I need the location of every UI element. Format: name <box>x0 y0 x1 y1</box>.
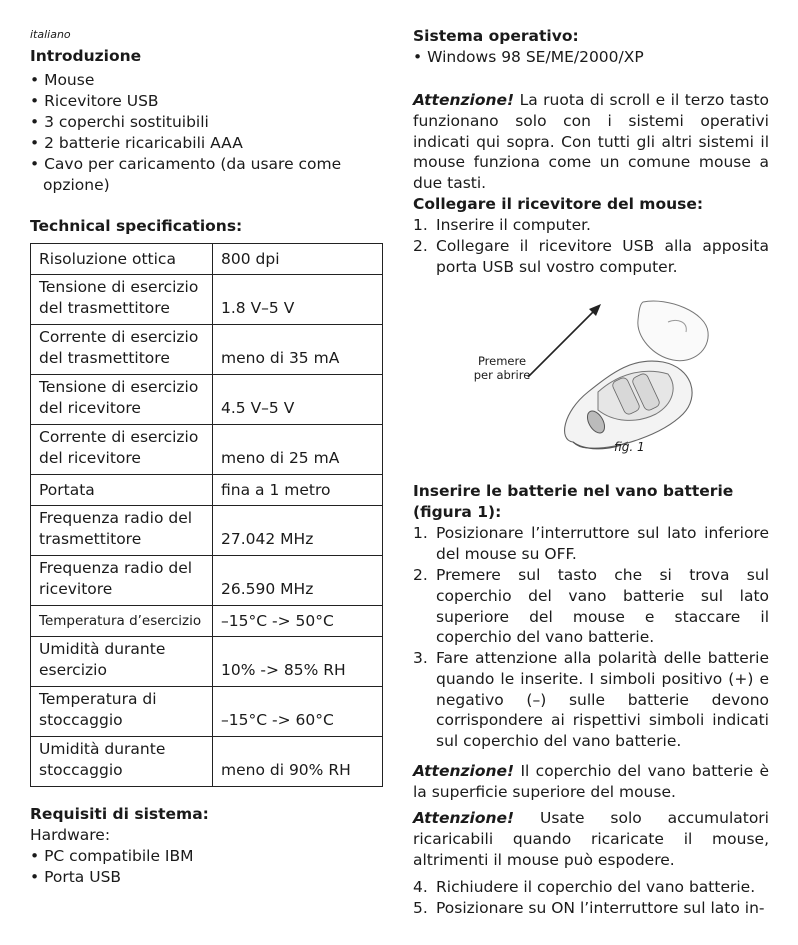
warning-label: Attenzione! <box>413 91 515 109</box>
spec-label-cell <box>31 325 213 375</box>
spec-value-cell: meno di 90% RH <box>213 737 383 787</box>
table-row <box>31 506 383 556</box>
spec-value-cell: 27.042 MHz <box>213 506 383 556</box>
spec-label-cell <box>31 606 213 637</box>
requirements-heading: Requisiti di sistema: <box>30 805 209 823</box>
spec-label-line: del ricevitore <box>39 399 141 417</box>
warning-paragraph-2 <box>413 761 769 803</box>
spec-value-cell: fina a 1 metro <box>213 475 383 506</box>
warning-text: La ruota di scroll e il terzo tasto funzionano solo con i sistemi operativi indicati qui sopra. Con tutti gli altri sistemi il mouse funziona come un comune mouse a due tasti. <box>413 91 769 193</box>
warning-label: Attenzione! <box>413 762 515 780</box>
spec-label-line: del trasmettitore <box>39 299 170 317</box>
callout-line: Premere <box>477 354 527 368</box>
spec-label-line: trasmettitore <box>39 530 142 548</box>
spec-label-cell <box>31 637 213 687</box>
os-heading: Sistema operativo: <box>413 27 579 45</box>
list-item: • PC compatibile IBM <box>30 847 194 865</box>
table-row <box>31 556 383 606</box>
spec-label-line: Umidità durante <box>39 640 166 658</box>
spec-value-cell: meno di 25 mA <box>213 425 383 475</box>
spec-label-line: stoccaggio <box>39 761 123 779</box>
callout-line: per abrire <box>473 368 531 382</box>
spec-label-line: Portata <box>39 481 95 499</box>
specs-heading: Technical specifications: <box>30 217 243 235</box>
table-row <box>31 637 383 687</box>
spec-label-line: Frequenza radio del <box>39 559 193 577</box>
intro-heading: Introduzione <box>30 47 142 65</box>
warning-label: Attenzione! <box>413 809 515 827</box>
spec-label-line: Frequenza radio del <box>39 509 193 527</box>
batteries-heading-line2: (figura 1): <box>413 503 502 521</box>
spec-label-cell <box>31 425 213 475</box>
spec-value-cell: 1.8 V–5 V <box>213 275 383 325</box>
spec-label-line: Tensione di esercizio <box>39 378 199 396</box>
warning-paragraph-3 <box>413 808 769 870</box>
spec-label-cell <box>31 375 213 425</box>
arrow-line <box>528 307 598 377</box>
table-row <box>31 325 383 375</box>
spec-value-cell: 800 dpi <box>213 244 383 275</box>
spec-label-line: Tensione di esercizio <box>39 278 199 296</box>
spec-label-line: ricevitore <box>39 580 113 598</box>
spec-label-line: Corrente di esercizio <box>39 328 199 346</box>
spec-label-line: del ricevitore <box>39 449 141 467</box>
spec-label-line: Temperatura d’esercizio <box>39 613 202 629</box>
spec-label-line: stoccaggio <box>39 711 123 729</box>
spec-label-cell <box>31 244 213 275</box>
list-item: • 3 coperchi sostituibili <box>30 113 209 131</box>
list-item: • Cavo per caricamento (da usare come <box>30 155 342 173</box>
spec-label-cell <box>31 556 213 606</box>
list-item: • Porta USB <box>30 868 122 886</box>
spec-value-cell: –15°C -> 60°C <box>213 687 383 737</box>
figure-callout <box>470 354 534 382</box>
battery-lid <box>638 301 708 361</box>
table-row <box>31 375 383 425</box>
warning-text: Usate solo accumulatori ricaricabili quando ricaricate il mouse, altrimenti il mouse può espodere. <box>413 809 769 869</box>
spec-label-line: Umidità durante <box>39 740 166 758</box>
spec-label-line: esercizio <box>39 661 107 679</box>
list-item: • Mouse <box>30 71 95 89</box>
table-row <box>31 737 383 787</box>
spec-value-cell: 10% -> 85% RH <box>213 637 383 687</box>
spec-value-cell: –15°C -> 50°C <box>213 606 383 637</box>
list-item: • 2 batterie ricaricabili AAA <box>30 134 243 152</box>
spec-value-cell: meno di 35 mA <box>213 325 383 375</box>
spec-label-cell <box>31 475 213 506</box>
spec-label-cell <box>31 687 213 737</box>
warning-paragraph-1 <box>413 90 769 194</box>
spec-label-line: del trasmettitore <box>39 349 170 367</box>
table-row <box>31 475 383 506</box>
batteries-heading-line1: Inserire le batterie nel vano batterie <box>413 482 734 500</box>
hardware-label: Hardware: <box>30 826 111 844</box>
table-row <box>31 275 383 325</box>
spec-label-cell <box>31 506 213 556</box>
table-row <box>31 425 383 475</box>
mouse-figure <box>468 292 718 462</box>
table-row <box>31 687 383 737</box>
spec-value-cell: 26.590 MHz <box>213 556 383 606</box>
spec-label-line: Risoluzione ottica <box>39 250 176 268</box>
figure-caption: fig. 1 <box>614 440 645 454</box>
connect-heading: Collegare il ricevitore del mouse: <box>413 195 704 213</box>
warning-text: Il coperchio del vano batterie è la superficie superiore del mouse. <box>413 762 769 801</box>
spec-label-line: Corrente di esercizio <box>39 428 199 446</box>
specs-table <box>30 243 383 787</box>
spec-label-line: Temperatura di <box>39 690 157 708</box>
spec-value-cell: 4.5 V–5 V <box>213 375 383 425</box>
spec-label-cell <box>31 275 213 325</box>
spec-label-cell <box>31 737 213 787</box>
language-label: italiano <box>30 28 71 41</box>
list-item-continuation: opzione) <box>43 176 110 194</box>
table-row <box>31 244 383 275</box>
table-row <box>31 606 383 637</box>
list-item: • Windows 98 SE/ME/2000/XP <box>413 48 644 66</box>
list-item: • Ricevitore USB <box>30 92 159 110</box>
